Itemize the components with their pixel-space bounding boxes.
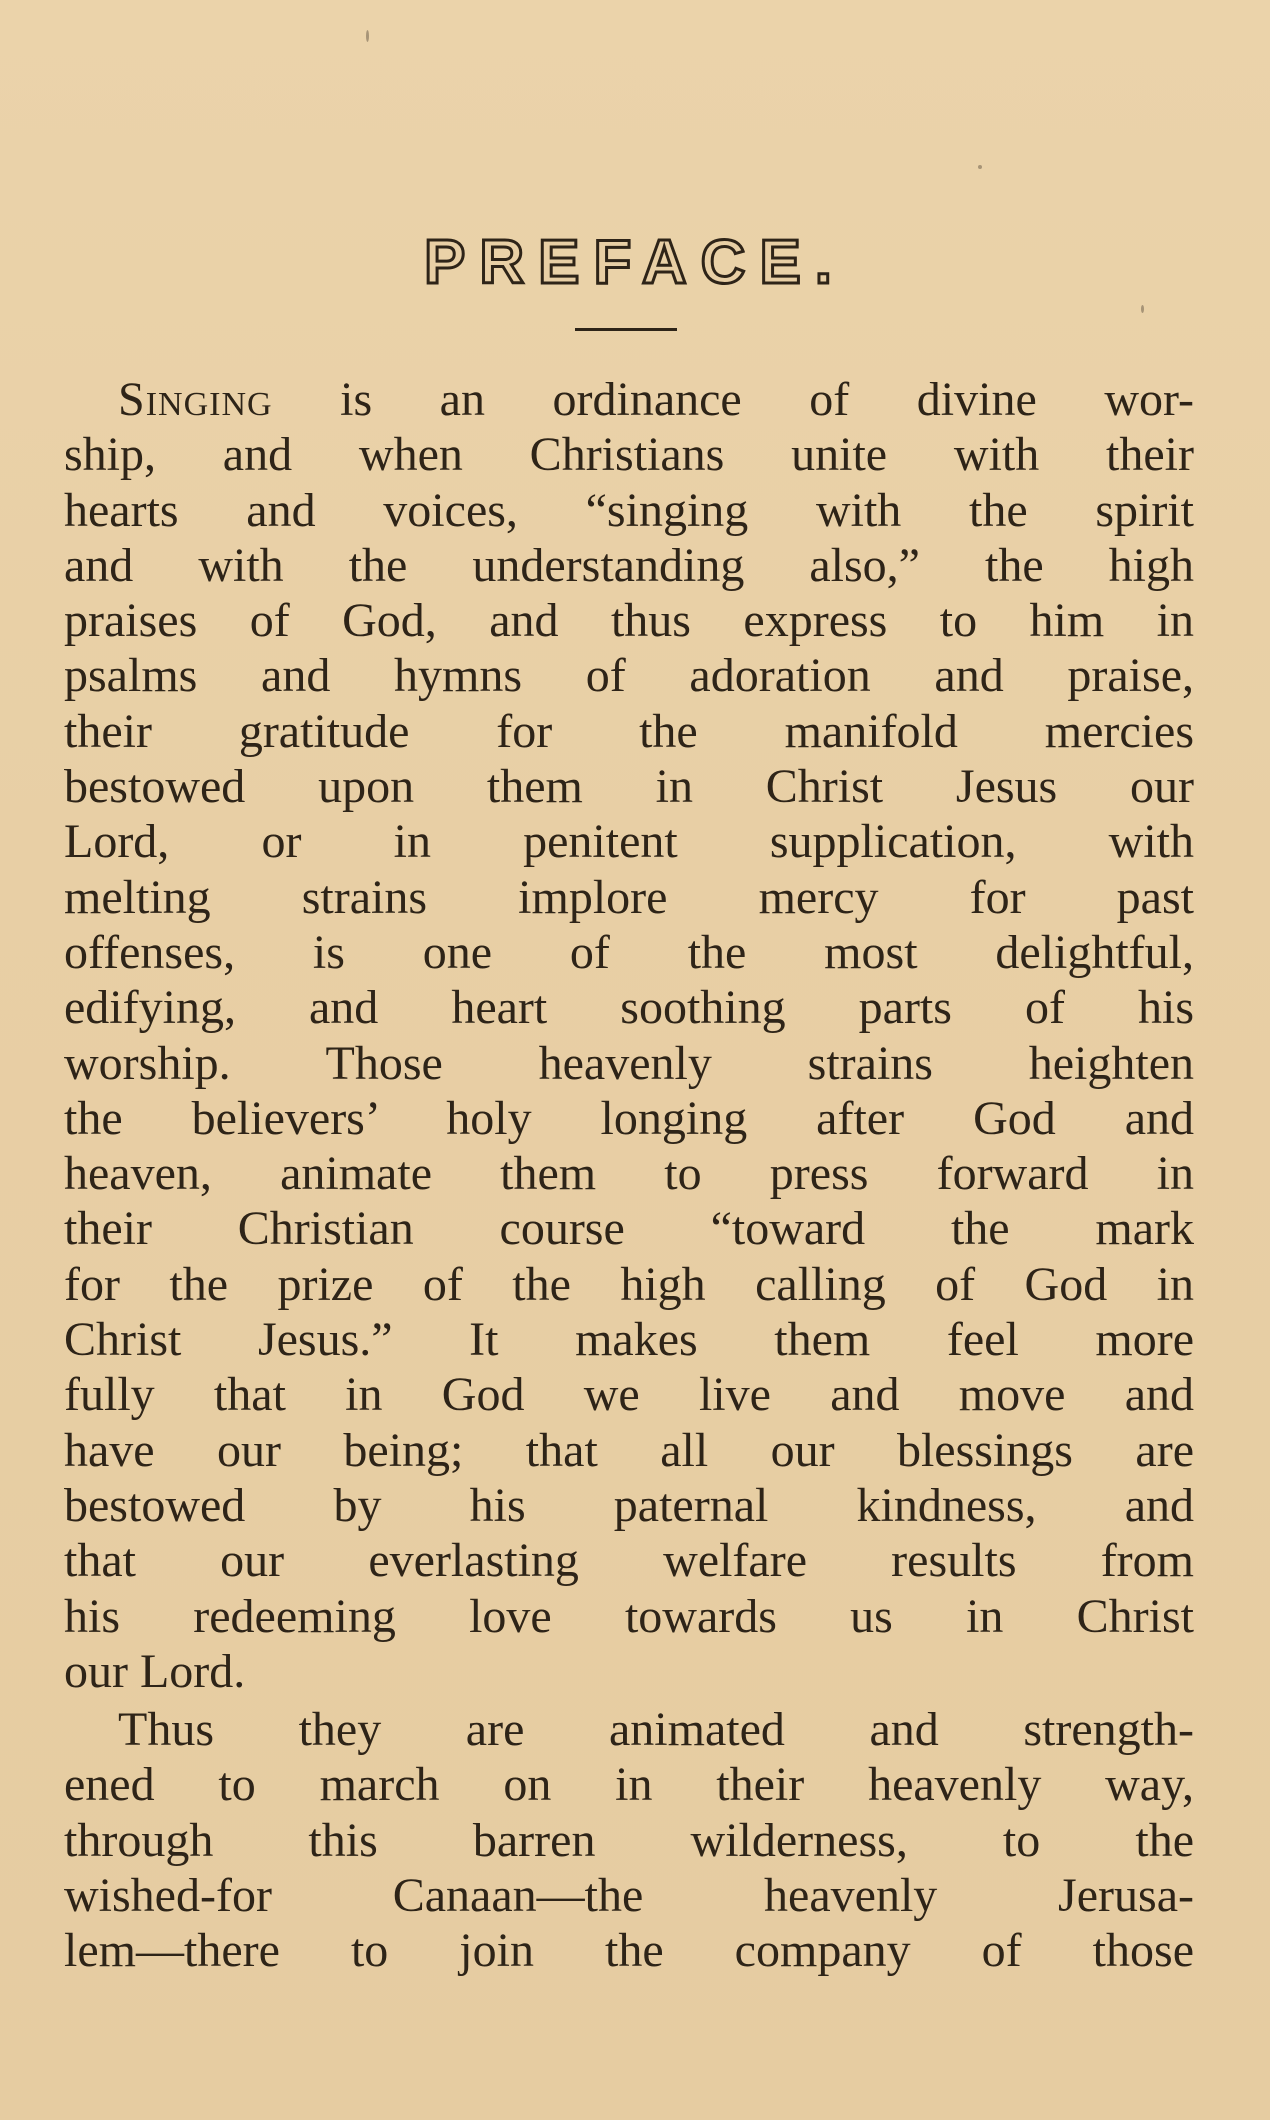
text-line: fully that in God we live and move and xyxy=(64,1368,1194,1422)
text-line: melting strains implore mercy for past xyxy=(64,870,1194,924)
text-line: that our everlasting welfare results from xyxy=(64,1534,1194,1588)
text-line: their Christian course “toward the mark xyxy=(64,1202,1194,1256)
text-line: bestowed by his paternal kindness, and xyxy=(64,1478,1194,1532)
text-line: his redeeming love towards us in Christ xyxy=(64,1589,1194,1643)
text-line: through this barren wilderness, to the xyxy=(64,1813,1194,1867)
text-line: wished-for Canaan—the heavenly Jerusa- xyxy=(64,1868,1194,1922)
paragraph-2 xyxy=(64,1702,1194,1978)
paragraph-1 xyxy=(64,372,1194,1699)
text-line: praises of God, and thus express to him in xyxy=(64,594,1194,648)
text-line: have our being; that all our blessings are xyxy=(64,1423,1194,1477)
text-line: our Lord. xyxy=(64,1644,246,1698)
title-rule xyxy=(575,328,677,331)
page-title: PREFACE. xyxy=(423,228,847,297)
text-line: psalms and hymns of adoration and praise, xyxy=(64,649,1194,703)
text-line: offenses, is one of the most delightful, xyxy=(64,925,1194,979)
text-line: ened to march on in their heavenly way, xyxy=(64,1758,1194,1812)
ink-speck xyxy=(1141,305,1144,313)
ink-speck xyxy=(366,30,369,42)
text-line: worship. Those heavenly strains heighten xyxy=(64,1036,1194,1090)
text-line: Lord, or in penitent supplication, with xyxy=(64,815,1194,869)
text-line: bestowed upon them in Christ Jesus our xyxy=(64,760,1194,814)
text-line: Christ Jesus.” It makes them feel more xyxy=(64,1313,1194,1367)
text-line: heaven, animate them to press forward in xyxy=(64,1147,1194,1201)
text-line: edifying, and heart soothing parts of his xyxy=(64,981,1194,1035)
text-line: for the prize of the high calling of God in xyxy=(64,1257,1194,1311)
text-line: Thus they are animated and strength- xyxy=(118,1703,1194,1756)
text-line: and with the understanding also,” the high xyxy=(64,538,1194,592)
ink-speck xyxy=(978,165,982,169)
text-line: lem—there to join the company of those xyxy=(64,1924,1194,1978)
text-line: ship, and when Christians unite with their xyxy=(64,428,1194,482)
text-line: Singing is an ordinance of divine wor- xyxy=(118,373,1194,426)
text-line: hearts and voices, “singing with the spirit xyxy=(64,483,1194,537)
text-line: the believers’ holy longing after God and xyxy=(64,1091,1194,1145)
drop-lead-word: Singing xyxy=(118,373,273,426)
text-line: their gratitude for the manifold mercies xyxy=(64,704,1194,758)
